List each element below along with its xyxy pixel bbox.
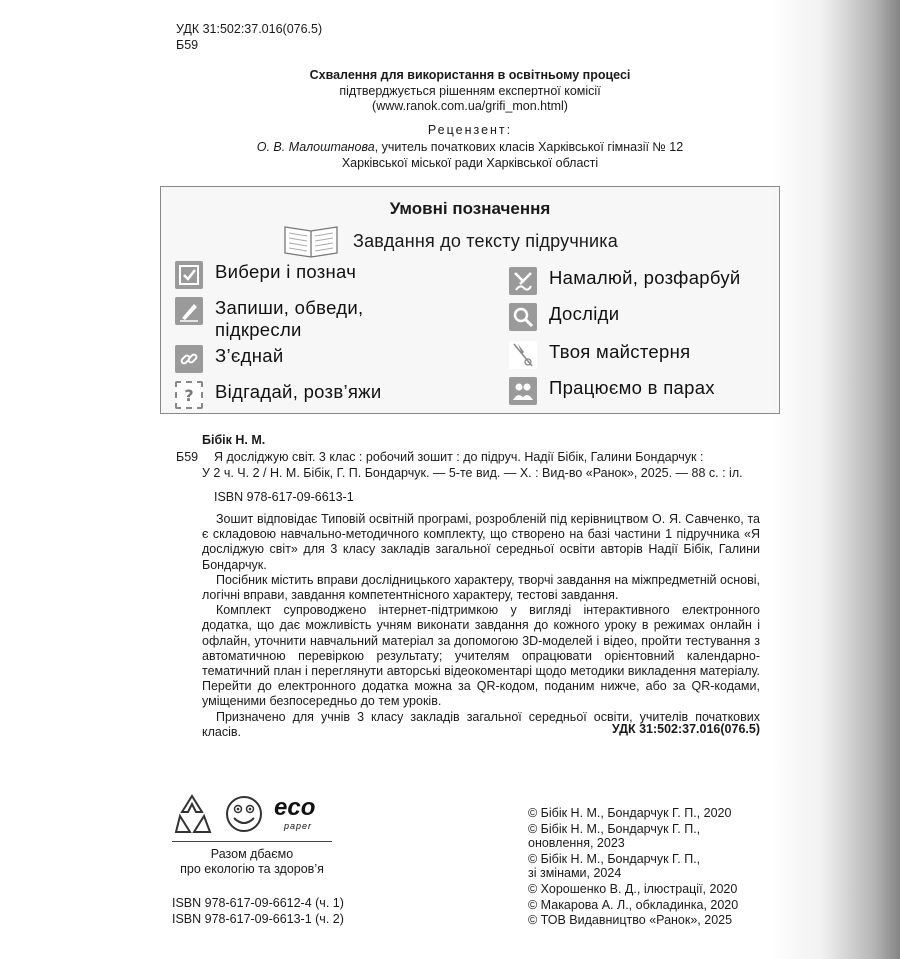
catalog-author: Бібік Н. М. — [202, 433, 266, 447]
reviewer-heading: Рецензент: — [427, 123, 513, 137]
catalog-isbn: ISBN 978-617-09-6613-1 — [214, 490, 354, 504]
copyright-line: © Хорошенко В. Д., ілюстрації, 2020 — [528, 882, 738, 896]
legend-item-label: Вибери і познач — [215, 261, 357, 282]
legend-item-choose — [175, 261, 356, 289]
legend-item-connect — [175, 345, 283, 373]
annotation-paragraph: Призначено для учнів 3 класу закладів загальної середньої освіти, учителів початкових класів. — [202, 709, 760, 739]
bbk-code: Б59 — [176, 38, 199, 52]
catalog-bbk: Б59 — [176, 450, 199, 464]
approval-title: Схвалення для використання в освітньому процесі — [309, 68, 631, 82]
isbn-part-2: ISBN 978-617-09-6613-1 (ч. 2) — [172, 912, 344, 926]
eco-caption-1: Разом дбаємо — [210, 847, 294, 861]
catalog-description-line-2: У 2 ч. Ч. 2 / Н. М. Бібік, Г. П. Бондарчук. — 5-те вид. — Х. : Вид-во «Ранок», 2025. — 88 с. : іл. — [202, 466, 743, 480]
eco-divider — [172, 841, 332, 842]
pair-icon — [509, 377, 537, 405]
copyright-line: оновлення, 2023 — [528, 836, 625, 850]
pen-icon — [175, 297, 203, 325]
copyright-line: © Бібік Н. М., Бондарчук Г. П., 2020 — [528, 806, 732, 820]
legend-item-label: Відгадай, розв’яжи — [215, 381, 382, 402]
magnifier-icon — [509, 303, 537, 331]
page-edge-shadow — [770, 0, 900, 959]
recycle-icon — [176, 796, 210, 832]
isbn-part-1: ISBN 978-617-09-6612-4 (ч. 1) — [172, 896, 344, 910]
legend-item-draw — [509, 267, 741, 295]
svg-text:?: ? — [184, 386, 194, 405]
legend-item-guess — [175, 381, 382, 409]
smiley-icon — [227, 797, 261, 831]
legend-item-label: Намалюй, розфарбуй — [549, 267, 741, 288]
annotation-udk: УДК 31:502:37.016(076.5) — [611, 722, 760, 736]
legend-item-workshop — [509, 341, 690, 369]
legend-box — [160, 186, 780, 414]
legend-item-label: Досліди — [549, 303, 620, 324]
reviewer-position: , учитель початкових класів Харківської гімназії № 12 — [374, 140, 684, 154]
copyright-line: зі змінами, 2024 — [528, 866, 622, 880]
copyright-line: © Бібік Н. М., Бондарчук Г. П., — [528, 822, 701, 836]
open-book-icon — [281, 219, 341, 264]
legend-item-label: Запиши, обведи, підкресли — [215, 297, 364, 340]
eco-logo-sub: paper — [284, 821, 313, 831]
pencil-brush-icon — [509, 267, 537, 295]
eco-caption-2: про екологію та здоров’я — [180, 862, 324, 876]
legend-book-label: Завдання до тексту підручника — [353, 230, 618, 251]
legend-book-row — [281, 221, 618, 261]
reviewer-name: О. В. Малоштанова — [256, 140, 375, 154]
legend-item-label: Твоя майстерня — [549, 341, 691, 362]
annotation-paragraph: Зошит відповідає Типовій освітній програмі, розробленій під керівництвом О. Я. Савченко, та є складовою навчально-методичного комплекту, що створено на базі частини 1 підручника «Я досліджую світ» для 3 класу закладів загальної середньої освіти авторів Надії Бібік, Галини Бондарчук. — [202, 512, 760, 572]
legend-item-label: З’єднай — [215, 345, 284, 366]
catalog-description-line-1: Я досліджую світ. 3 клас : робочий зошит : до підруч. Надії Бібік, Галини Бондарчук : — [214, 450, 704, 464]
approval-url: (www.ranok.com.ua/grifi_mon.html) — [372, 99, 568, 113]
annotation-paragraph: Комплект супроводжено інтернет-підтримкою у вигляді інтерактивного електронного додатка, що дає можливість учням виконати завдання до кожного уроку в режимах онлайн і офлайн, уточнити навчальний матеріал за допомогою 3D-моделей і відео, пройти тестування з автоматичною перевіркою результату; учителям опрацювати орієнтовний календарно-тематичний план і переглянути авторські відеокоментарі щодо методики викладення матеріалу. Перейти до електронного додатка можна за QR-кодом, поданим нижче, або за QR-кодами, уміщеними безпосередньо до тем уроків. — [202, 603, 760, 709]
eco-logos — [172, 790, 332, 843]
legend-item-pairs — [509, 377, 715, 405]
legend-item-label: Працюємо в парах — [549, 377, 715, 398]
legend-title: Умовні позначення — [389, 199, 551, 218]
eco-logo-text: eco — [274, 794, 316, 821]
question-icon — [175, 381, 203, 409]
annotation-paragraph: Посібник містить вправи дослідницького характеру, творчі завдання на міжпредметній основі, логічні вправи, завдання компетентнісного характеру, тестові завдання. — [202, 572, 760, 603]
annotation — [202, 512, 760, 740]
approval-line: підтверджується рішенням експертної комісії — [339, 84, 601, 98]
legend-item-explore — [509, 303, 619, 331]
checkbox-icon — [175, 261, 203, 289]
copyright-line: © ТОВ Видавництво «Ранок», 2025 — [528, 913, 733, 927]
link-icon — [175, 345, 203, 373]
copyright-line: © Бібік Н. М., Бондарчук Г. П., — [528, 852, 701, 866]
legend-item-write — [175, 297, 363, 341]
copyright-line: © Макарова А. Л., обкладинка, 2020 — [528, 898, 739, 912]
tools-icon — [509, 341, 537, 369]
reviewer-organization: Харківської міської ради Харківської області — [341, 156, 599, 170]
udk-code: УДК 31:502:37.016(076.5) — [176, 22, 323, 36]
reviewer-line — [160, 140, 780, 155]
